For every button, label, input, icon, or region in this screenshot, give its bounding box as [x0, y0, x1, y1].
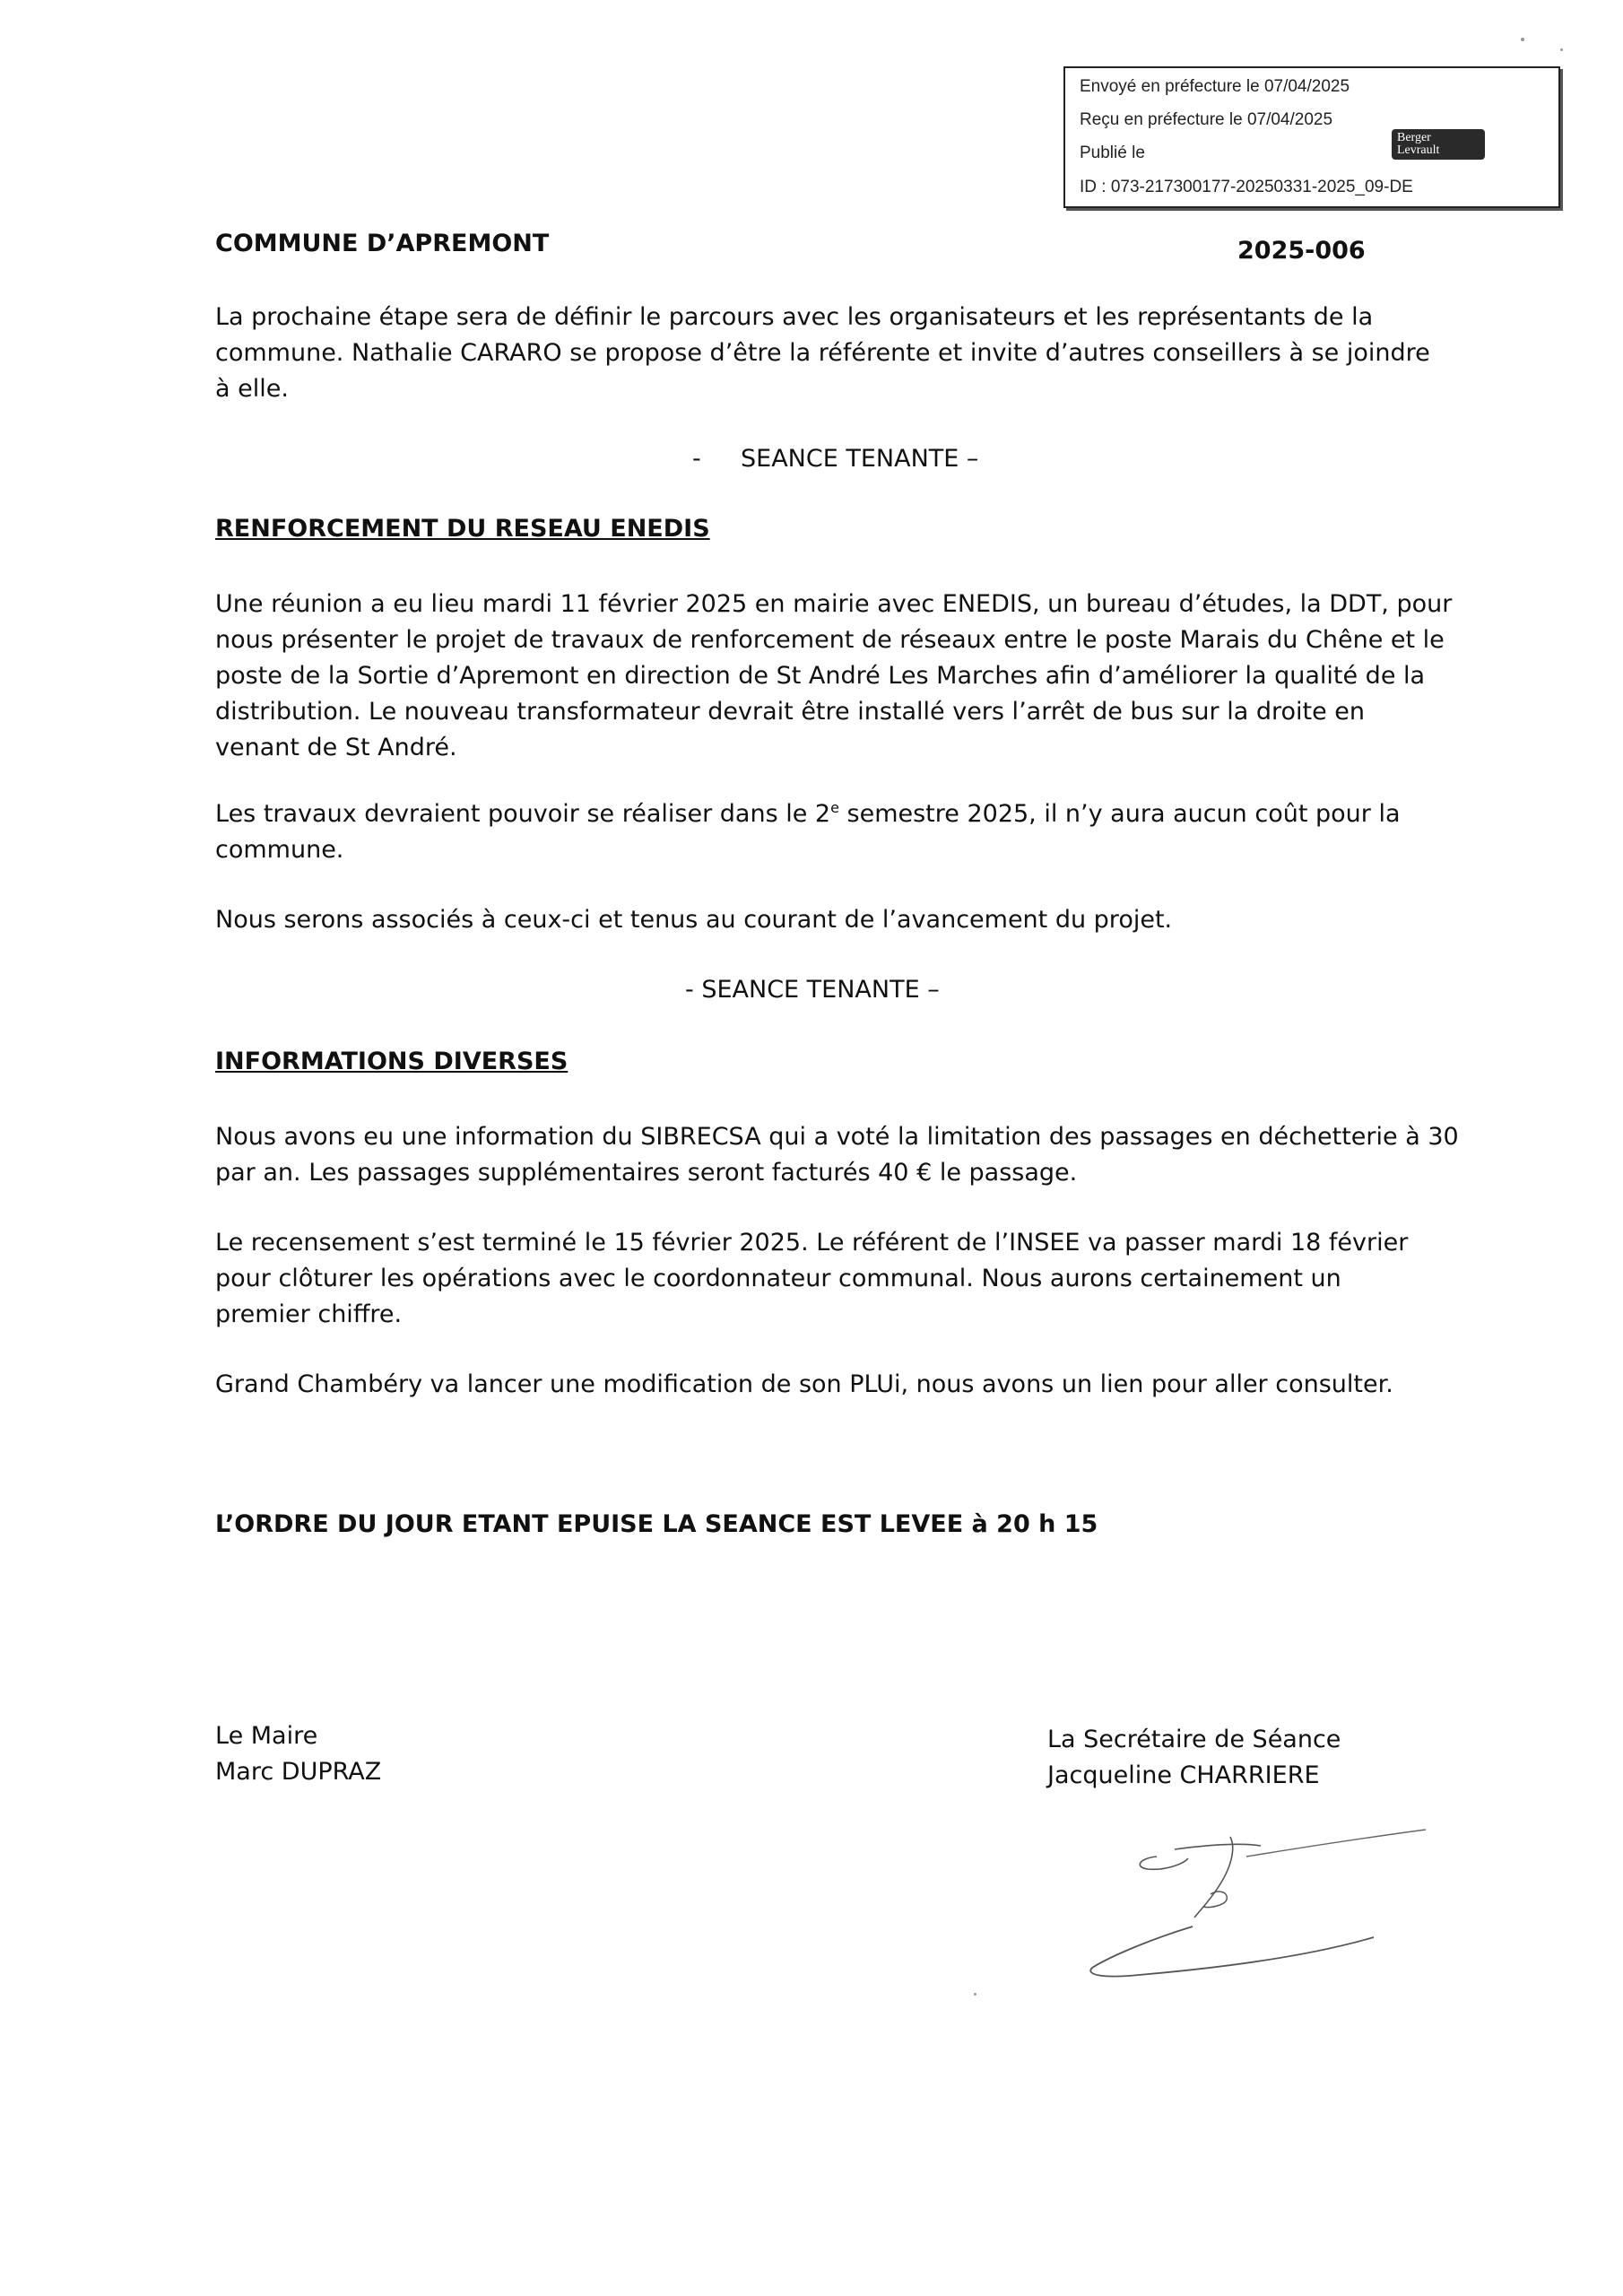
infos-line: premier chiffre. [215, 1300, 403, 1328]
enedis-paragraph-2 [215, 796, 1426, 868]
secretary-name: Jacqueline CHARRIERE [1047, 1761, 1320, 1789]
enedis-line: Une réunion a eu lieu mardi 11 février 2025 en mairie avec ENEDIS, un bureau d’études, la DDT, pour [215, 590, 1453, 618]
stamp-received-date: Reçu en préfecture le 07/04/2025 [1080, 110, 1333, 129]
enedis-paragraph-1 [215, 587, 1453, 766]
enedis-p2-line-2: commune. [215, 836, 344, 864]
infos-paragraph-3 [215, 1367, 1426, 1403]
logo-line-1: Berger [1397, 131, 1431, 144]
section-title-informations: INFORMATIONS DIVERSES [215, 1048, 568, 1075]
enedis-p2-text-before: Les travaux devraient pouvoir se réaliser dans le 2 [215, 800, 831, 828]
intro-line: commune. Nathalie CARARO se propose d’être la référente et invite d’autres conseillers à se joindre [215, 339, 1430, 367]
infos-paragraph-2 [215, 1225, 1426, 1333]
enedis-line: poste de la Sortie d’Apremont en direction de St André Les Marches afin d’améliorer la qualité de la [215, 662, 1426, 690]
intro-line: La prochaine étape sera de définir le parcours avec les organisateurs et les représentants de la [215, 303, 1374, 331]
seance-dash: - [692, 445, 701, 473]
intro-line: à elle. [215, 375, 289, 403]
mayor-name: Marc DUPRAZ [215, 1758, 382, 1786]
infos-line: par an. Les passages supplémentaires seront facturés 40 € le passage. [215, 1159, 1078, 1187]
seance-tenante-2: - SEANCE TENANTE – [685, 976, 940, 1004]
seance-tenante-1: SEANCE TENANTE – [741, 445, 979, 473]
infos-p3-line: Grand Chambéry va lancer une modification de son PLUi, nous avons un lien pour aller consulter. [215, 1370, 1393, 1398]
enedis-p2-superscript: e [830, 799, 839, 816]
prefecture-stamp [1063, 66, 1560, 208]
berger-levrault-logo [1392, 129, 1485, 160]
closing-statement: L’ORDRE DU JOUR ETANT EPUISE LA SEANCE EST LEVEE à 20 h 15 [215, 1510, 1098, 1538]
infos-line: Le recensement s’est terminé le 15 février 2025. Le référent de l’INSEE va passer mardi 18 février [215, 1229, 1409, 1257]
infos-line: Nous avons eu une information du SIBRECSA qui a voté la limitation des passages en déchetterie à 30 [215, 1123, 1459, 1151]
enedis-p2-line-1 [215, 796, 1426, 832]
intro-paragraph [215, 300, 1430, 407]
enedis-line: nous présenter le projet de travaux de renforcement de réseaux entre le poste Marais du Chêne et le [215, 626, 1445, 654]
section-title-enedis: RENFORCEMENT DU RESEAU ENEDIS [215, 515, 710, 543]
enedis-p2-text-after: semestre 2025, il n’y aura aucun coût pour la [838, 800, 1401, 828]
stamp-sent-date: Envoyé en préfecture le 07/04/2025 [1080, 77, 1350, 96]
enedis-line: venant de St André. [215, 734, 457, 761]
secretary-title: La Secrétaire de Séance [1047, 1726, 1341, 1753]
scan-speck [1560, 48, 1563, 51]
document-reference: 2025-006 [1237, 237, 1366, 265]
stamp-id: ID : 073-217300177-20250331-2025_09-DE [1080, 178, 1413, 196]
mayor-title: Le Maire [215, 1722, 318, 1750]
stamp-published: Publié le [1080, 144, 1145, 162]
logo-line-2: Levrault [1397, 144, 1440, 157]
scan-speck [1521, 38, 1524, 41]
enedis-paragraph-3 [215, 902, 1426, 938]
scan-speck [974, 1993, 976, 1996]
infos-line: pour clôturer les opérations avec le coordonnateur communal. Nous aurons certainement un [215, 1265, 1341, 1292]
handwritten-signature [1085, 1803, 1444, 2000]
enedis-p3-line: Nous serons associés à ceux-ci et tenus au courant de l’avancement du projet. [215, 906, 1173, 934]
commune-name: COMMUNE D’APREMONT [215, 230, 550, 257]
infos-paragraph-1 [215, 1119, 1459, 1191]
enedis-line: distribution. Le nouveau transformateur devrait être installé vers l’arrêt de bus sur la droite en [215, 698, 1365, 726]
